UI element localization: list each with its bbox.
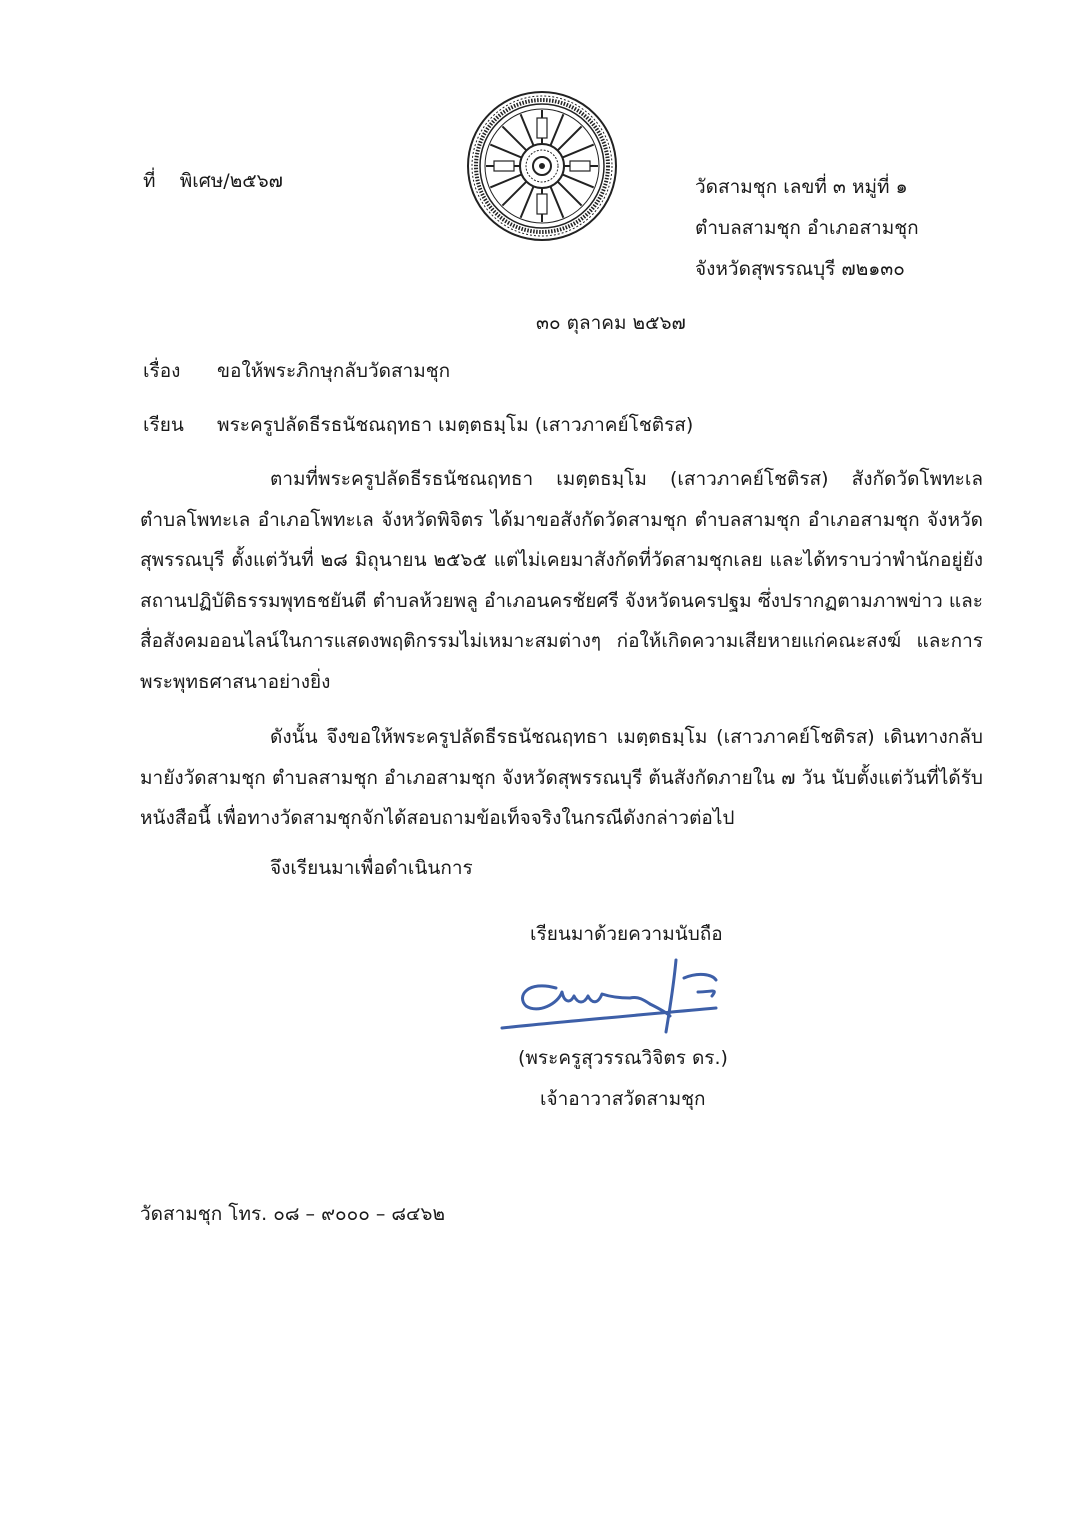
recipient-text: พระครูปลัดธีรธนัชณฤทธา เมตฺตธมฺโม (เสาวภาคย์โชติรส) xyxy=(217,414,694,436)
signer-position: เจ้าอาวาสวัดสามชุก xyxy=(540,1088,706,1110)
closing-request: จึงเรียนมาเพื่อดำเนินการ xyxy=(270,857,473,879)
closing-phrase: เรียนมาด้วยความนับถือ xyxy=(530,923,723,945)
address-line-1: วัดสามชุก เลขที่ ๓ หมู่ที่ ๑ xyxy=(695,176,908,198)
body-text-2: ดังนั้น จึงขอให้พระครูปลัดธีรธนัชณฤทธา เมตฺตธมฺโม (เสาวภาคย์โชติรส) เดินทางกลับมายังวัดสามชุก ตำบลสามชุก อำเภอสามชุก จังหวัดสุพรรณบุรี ต้นสังกัดภายใน ๗ วัน นับตั้งแต่วันที่ได้รับหนังสือนี้ เพื่อทางวัดสามชุกจักได้สอบถามข้อเท็จจริงในกรณีดังกล่าวต่อไป xyxy=(140,726,983,829)
address-line-3: จังหวัดสุพรรณบุรี ๗๒๑๓๐ xyxy=(695,258,905,280)
dharma-wheel-icon xyxy=(466,90,618,242)
letter-date: ๓๐ ตุลาคม ๒๕๖๗ xyxy=(536,312,686,334)
subject-text: ขอให้พระภิกษุกลับวัดสามชุก xyxy=(217,360,451,382)
body-paragraph-1 xyxy=(140,459,983,702)
signature xyxy=(498,952,730,1044)
footer-contact: วัดสามชุก โทร. ๐๘ – ๙๐๐๐ – ๘๔๖๒ xyxy=(140,1203,445,1225)
reference-line xyxy=(143,166,283,196)
recipient-line xyxy=(143,410,693,440)
body-paragraph-2 xyxy=(140,717,983,839)
reference-number: พิเศษ/๒๕๖๗ xyxy=(179,170,283,192)
reference-label: ที่ xyxy=(143,170,156,192)
recipient-label: เรียน xyxy=(143,414,184,436)
address-line-2: ตำบลสามชุก อำเภอสามชุก xyxy=(695,217,919,239)
signer-name: (พระครูสุวรรณวิจิตร ดร.) xyxy=(518,1047,728,1069)
body-text-1: ตามที่พระครูปลัดธีรธนัชณฤทธา เมตฺตธมฺโม (เสาวภาคย์โชติรส) สังกัดวัดโพทะเล ตำบลโพทะเล อำเภอโพทะเล จังหวัดพิจิตร ได้มาขอสังกัดวัดสามชุก ตำบลสามชุก อำเภอสามชุก จังหวัดสุพรรณบุรี ตั้งแต่วันที่ ๒๘ มิถุนายน ๒๕๖๕ แต่ไม่เคยมาสังกัดที่วัดสามชุกเลย และได้ทราบว่าพำนักอยู่ยังสถานปฏิบัติธรรมพุทธชยันตี ตำบลห้วยพลู อำเภอนครชัยศรี จังหวัดนครปฐม ซึ่งปรากฏตามภาพข่าว และสื่อสังคมออนไลน์ในการแสดงพฤติกรรมไม่เหมาะสมต่างๆ ก่อให้เกิดความเสียหายแก่คณะสงฆ์ และการพระพุทธศาสนาอย่างยิ่ง xyxy=(140,468,983,693)
subject-label: เรื่อง xyxy=(143,360,181,382)
subject-line xyxy=(143,356,450,386)
